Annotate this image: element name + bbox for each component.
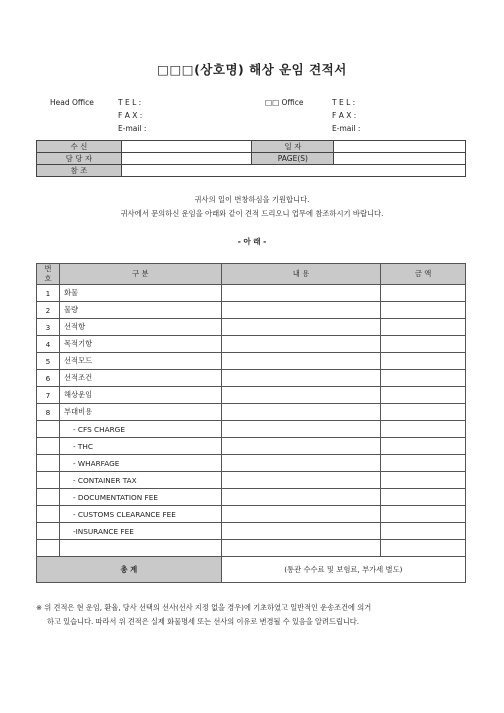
- row-content-field[interactable]: [221, 438, 381, 455]
- row-amount-field[interactable]: [381, 421, 466, 438]
- row-content-field[interactable]: [221, 506, 381, 523]
- row-number: [37, 540, 60, 557]
- row-number: 3: [37, 319, 60, 336]
- header-no: 번호: [37, 264, 60, 285]
- branch-office-email: E-mail :: [332, 124, 361, 133]
- branch-office-label: □□ Office: [265, 98, 304, 107]
- head-office-contact: [118, 96, 146, 135]
- row-content-field[interactable]: [221, 523, 381, 540]
- row-content-field[interactable]: [221, 319, 381, 336]
- row-amount-field[interactable]: [381, 336, 466, 353]
- row-item: 부대비용: [59, 404, 221, 421]
- header-category: 구 분: [59, 264, 221, 285]
- row-number: 7: [37, 387, 60, 404]
- recipient-label: 수 신: [37, 141, 122, 153]
- document-title: □□□(상호명) 해상 운임 견적서: [157, 62, 347, 77]
- row-item: -INSURANCE FEE: [59, 523, 221, 540]
- head-office-email: E-mail :: [118, 124, 147, 133]
- table-row: [37, 387, 466, 404]
- table-row: [37, 370, 466, 387]
- manager-field[interactable]: [121, 153, 252, 165]
- row-number: 5: [37, 353, 60, 370]
- table-row: [37, 421, 466, 438]
- table-row: [37, 489, 466, 506]
- row-item: 선적항: [59, 319, 221, 336]
- row-amount-field[interactable]: [381, 506, 466, 523]
- row-amount-field[interactable]: [381, 285, 466, 302]
- total-row: [37, 557, 466, 583]
- row-item: [59, 540, 221, 557]
- row-amount-field[interactable]: [381, 523, 466, 540]
- head-office-fax: F A X :: [118, 111, 143, 120]
- table-row: [37, 285, 466, 302]
- row-amount-field[interactable]: [381, 370, 466, 387]
- row-amount-field[interactable]: [381, 302, 466, 319]
- table-row: [37, 353, 466, 370]
- row-number: [37, 489, 60, 506]
- recipient-field[interactable]: [121, 141, 252, 153]
- row-content-field[interactable]: [221, 353, 381, 370]
- branch-office-contact: [332, 96, 360, 135]
- row-number: [37, 523, 60, 540]
- row-content-field[interactable]: [221, 336, 381, 353]
- row-amount-field[interactable]: [381, 404, 466, 421]
- row-number: [37, 506, 60, 523]
- branch-office-fax: F A X :: [332, 111, 357, 120]
- row-item: 목적기항: [59, 336, 221, 353]
- date-field[interactable]: [334, 141, 466, 153]
- row-number: [37, 438, 60, 455]
- table-row: [37, 540, 466, 557]
- date-label: 일 자: [252, 141, 334, 153]
- table-row: [37, 404, 466, 421]
- footnote: [36, 601, 476, 629]
- table-header-row: [37, 264, 466, 285]
- row-amount-field[interactable]: [381, 438, 466, 455]
- reference-field[interactable]: [121, 165, 465, 177]
- table-row: [37, 472, 466, 489]
- row-item: 해상운임: [59, 387, 221, 404]
- row-number: [37, 421, 60, 438]
- row-content-field[interactable]: [221, 370, 381, 387]
- row-item: - THC: [59, 438, 221, 455]
- intro-line-1: 귀사의 일이 번창하심을 기원합니다.: [194, 195, 310, 204]
- row-amount-field[interactable]: [381, 472, 466, 489]
- recipient-info-table: [36, 140, 466, 177]
- row-amount-field[interactable]: [381, 540, 466, 557]
- row-item: - DOCUMENTATION FEE: [59, 489, 221, 506]
- row-number: 8: [37, 404, 60, 421]
- row-content-field[interactable]: [221, 387, 381, 404]
- row-item: - CUSTOMS CLEARANCE FEE: [59, 506, 221, 523]
- page-field[interactable]: [334, 153, 466, 165]
- row-item: 화물: [59, 285, 221, 302]
- row-item: - WHARFAGE: [59, 455, 221, 472]
- row-amount-field[interactable]: [381, 319, 466, 336]
- row-number: 4: [37, 336, 60, 353]
- total-label: 총 계: [37, 557, 222, 583]
- header-content: 내 용: [221, 264, 381, 285]
- freight-quote-table: [36, 263, 466, 583]
- intro-line-2: 귀사에서 문의하신 운임을 아래와 같이 견적 드리오니 업무에 참조하시기 바랍니다.: [120, 209, 384, 218]
- row-item: - CONTAINER TAX: [59, 472, 221, 489]
- header-amount: 금 액: [381, 264, 466, 285]
- row-number: 1: [37, 285, 60, 302]
- row-content-field[interactable]: [221, 455, 381, 472]
- row-content-field[interactable]: [221, 472, 381, 489]
- total-note: (통관 수수료 및 보험료, 부가세 별도): [221, 557, 465, 583]
- row-item: 선적조건: [59, 370, 221, 387]
- row-amount-field[interactable]: [381, 353, 466, 370]
- row-number: [37, 455, 60, 472]
- row-content-field[interactable]: [221, 421, 381, 438]
- branch-office-tel: T E L :: [332, 98, 356, 107]
- head-office-tel: T E L :: [118, 98, 142, 107]
- row-item: 물량: [59, 302, 221, 319]
- footnote-line-1: ※ 위 견적은 현 운임, 환율, 당사 선택의 선사(선사 지정 없을 경우)에 기초하였고 일반적인 운송조건에 의거: [36, 603, 372, 612]
- table-row: [37, 455, 466, 472]
- row-amount-field[interactable]: [381, 455, 466, 472]
- row-item: - CFS CHARGE: [59, 421, 221, 438]
- table-row: [37, 319, 466, 336]
- row-amount-field[interactable]: [381, 387, 466, 404]
- row-number: 2: [37, 302, 60, 319]
- below-heading: - 아 래 -: [237, 237, 267, 246]
- table-row: [37, 336, 466, 353]
- row-content-field[interactable]: [221, 285, 381, 302]
- row-amount-field[interactable]: [381, 489, 466, 506]
- row-content-field[interactable]: [221, 404, 381, 421]
- row-content-field[interactable]: [221, 489, 381, 506]
- head-office-label: Head Office: [50, 98, 94, 107]
- table-row: [37, 506, 466, 523]
- row-content-field[interactable]: [221, 302, 381, 319]
- row-content-field[interactable]: [221, 540, 381, 557]
- table-row: [37, 438, 466, 455]
- row-number: [37, 472, 60, 489]
- row-item: 선적모드: [59, 353, 221, 370]
- table-row: [37, 302, 466, 319]
- row-number: 6: [37, 370, 60, 387]
- table-row: [37, 523, 466, 540]
- manager-label: 담 당 자: [37, 153, 122, 165]
- footnote-line-2: 하고 있습니다. 따라서 위 견적은 실제 화물명세 또는 선사의 이유로 변경될 수 있음을 알려드립니다.: [47, 617, 359, 626]
- reference-label: 참 조: [37, 165, 122, 177]
- page-label: PAGE(S): [252, 153, 334, 165]
